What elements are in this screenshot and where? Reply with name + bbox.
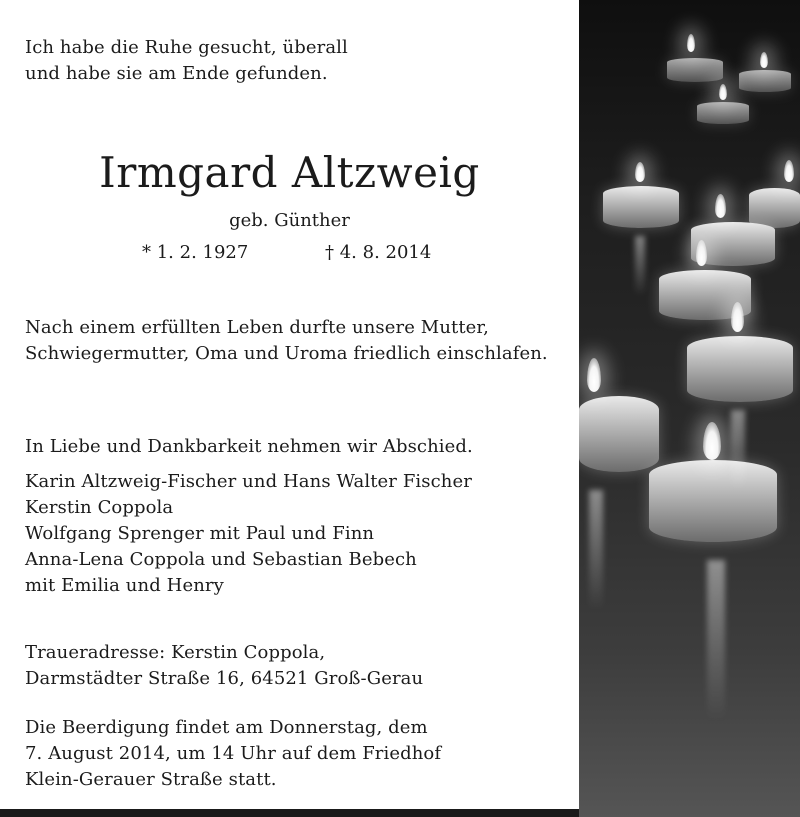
flame-icon: [696, 240, 707, 266]
motto-line: und habe sie am Ende gefunden.: [25, 63, 328, 84]
family-member: mit Emilia und Henry: [25, 575, 224, 596]
death-date: † 4. 8. 2014: [325, 242, 432, 263]
funeral-line: Die Beerdigung findet am Donnerstag, dem: [25, 717, 428, 738]
mourning-address: [25, 640, 423, 692]
candle: [649, 460, 777, 542]
candle: [697, 102, 749, 124]
farewell-line: In Liebe und Dankbarkeit nehmen wir Abschied.: [25, 436, 473, 457]
candle: [667, 58, 723, 82]
funeral-line: 7. August 2014, um 14 Uhr auf dem Friedhof: [25, 743, 442, 764]
message: [25, 315, 548, 367]
flame-icon: [715, 194, 726, 218]
message-line: Schwiegermutter, Oma und Uroma friedlich einschlafen.: [25, 343, 548, 364]
address-line: Darmstädter Straße 16, 64521 Groß-Gerau: [25, 668, 424, 689]
address-line: Traueradresse: Kerstin Coppola,: [25, 642, 326, 663]
family-list: [25, 469, 472, 599]
motto: [25, 35, 348, 87]
reflection: [731, 410, 745, 490]
family-member: Anna-Lena Coppola und Sebastian Bebech: [25, 549, 417, 570]
motto-line: Ich habe die Ruhe gesucht, überall: [25, 37, 348, 58]
family-member: Karin Altzweig-Fischer und Hans Walter Fischer: [25, 471, 472, 492]
funeral-info: [25, 715, 441, 793]
candle: [739, 70, 791, 92]
funeral-line: Klein-Gerauer Straße statt.: [25, 769, 277, 790]
reflection: [589, 490, 603, 610]
message-line: Nach einem erfüllten Leben durfte unsere Mutter,: [25, 317, 489, 338]
flame-icon: [784, 160, 794, 182]
reflection: [707, 560, 725, 720]
birth-name: geb. Günther: [229, 210, 350, 231]
reflection: [635, 236, 645, 296]
candles-photo: [579, 0, 800, 817]
flame-icon: [687, 34, 695, 52]
flame-icon: [587, 358, 601, 392]
flame-icon: [635, 162, 645, 182]
birth-date: * 1. 2. 1927: [142, 242, 249, 263]
flame-icon: [760, 52, 768, 68]
flame-icon: [719, 84, 727, 100]
flame-icon: [703, 422, 721, 460]
candle: [603, 186, 679, 228]
deceased-name: Irmgard Altzweig: [99, 148, 480, 197]
candle: [687, 336, 793, 402]
candle: [579, 396, 659, 472]
family-member: Wolfgang Sprenger mit Paul und Finn: [25, 523, 375, 544]
family-member: Kerstin Coppola: [25, 497, 174, 518]
candle: [749, 188, 800, 228]
